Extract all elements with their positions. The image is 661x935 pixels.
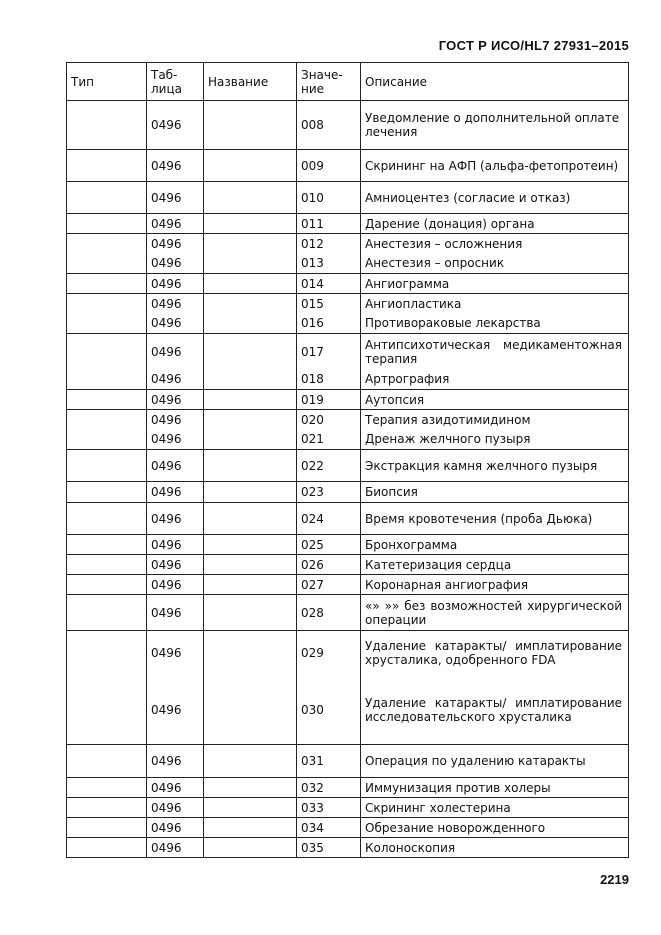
table-cell: 0496 — [147, 482, 204, 503]
value-cell: 020 — [297, 410, 361, 430]
name-cell — [204, 503, 297, 535]
value-cell: 011 — [297, 214, 361, 234]
table-cell: 0496 — [147, 274, 204, 294]
column-header-type: Тип — [67, 63, 147, 101]
type-cell — [67, 314, 147, 334]
description-cell: Ангиограмма — [361, 274, 629, 294]
description-cell: Операция по удалению катаракты — [361, 745, 629, 778]
description-cell: Аутопсия — [361, 390, 629, 410]
name-cell — [204, 234, 297, 254]
type-cell — [67, 676, 147, 745]
type-cell — [67, 575, 147, 595]
name-cell — [204, 818, 297, 838]
table-cell: 0496 — [147, 838, 204, 858]
table-row — [67, 182, 629, 214]
type-cell — [67, 150, 147, 182]
table-row — [67, 334, 629, 370]
name-cell — [204, 745, 297, 778]
table-row — [67, 555, 629, 575]
type-cell — [67, 214, 147, 234]
value-cell: 034 — [297, 818, 361, 838]
value-cell: 028 — [297, 595, 361, 631]
type-cell — [67, 370, 147, 390]
name-cell — [204, 778, 297, 798]
description-cell: Удаление катаракты/ имплатирование хрусталика, одобренного FDA — [361, 631, 629, 676]
description-cell: Экстракция камня желчного пузыря — [361, 450, 629, 482]
type-cell — [67, 182, 147, 214]
table-cell: 0496 — [147, 575, 204, 595]
name-cell — [204, 430, 297, 450]
value-cell: 008 — [297, 101, 361, 150]
description-cell: Бронхограмма — [361, 535, 629, 555]
value-cell: 025 — [297, 535, 361, 555]
table-cell: 0496 — [147, 778, 204, 798]
codes-table — [66, 62, 629, 858]
table-cell: 0496 — [147, 818, 204, 838]
description-cell: Анестезия – опросник — [361, 254, 629, 274]
description-cell: Скрининг холестерина — [361, 798, 629, 818]
table-cell: 0496 — [147, 450, 204, 482]
table-cell: 0496 — [147, 595, 204, 631]
table-row — [67, 214, 629, 234]
table-cell: 0496 — [147, 294, 204, 314]
type-cell — [67, 798, 147, 818]
description-cell: Иммунизация против холеры — [361, 778, 629, 798]
table-cell: 0496 — [147, 254, 204, 274]
value-cell: 018 — [297, 370, 361, 390]
table-cell: 0496 — [147, 370, 204, 390]
type-cell — [67, 274, 147, 294]
table-row — [67, 274, 629, 294]
description-cell: Коронарная ангиография — [361, 575, 629, 595]
type-cell — [67, 595, 147, 631]
name-cell — [204, 555, 297, 575]
value-cell: 027 — [297, 575, 361, 595]
value-cell: 033 — [297, 798, 361, 818]
value-cell: 035 — [297, 838, 361, 858]
description-cell: Анестезия – осложнения — [361, 234, 629, 254]
name-cell — [204, 182, 297, 214]
type-cell — [67, 818, 147, 838]
value-cell: 014 — [297, 274, 361, 294]
value-cell: 026 — [297, 555, 361, 575]
value-cell: 031 — [297, 745, 361, 778]
table-row — [67, 595, 629, 631]
name-cell — [204, 410, 297, 430]
table-cell: 0496 — [147, 798, 204, 818]
column-header-value: Значе- ние — [297, 63, 361, 101]
name-cell — [204, 314, 297, 334]
name-cell — [204, 482, 297, 503]
table-row — [67, 430, 629, 450]
name-cell — [204, 838, 297, 858]
value-cell: 021 — [297, 430, 361, 450]
table-row — [67, 798, 629, 818]
table-cell: 0496 — [147, 182, 204, 214]
table-cell: 0496 — [147, 314, 204, 334]
value-cell: 029 — [297, 631, 361, 676]
type-cell — [67, 101, 147, 150]
table-row — [67, 314, 629, 334]
name-cell — [204, 676, 297, 745]
name-cell — [204, 798, 297, 818]
table-cell: 0496 — [147, 555, 204, 575]
value-cell: 030 — [297, 676, 361, 745]
table-row — [67, 631, 629, 676]
type-cell — [67, 254, 147, 274]
table-row — [67, 410, 629, 430]
description-cell: Терапия азидотимидином — [361, 410, 629, 430]
table-row — [67, 234, 629, 254]
table-cell: 0496 — [147, 676, 204, 745]
table-cell: 0496 — [147, 150, 204, 182]
value-cell: 012 — [297, 234, 361, 254]
table-cell: 0496 — [147, 631, 204, 676]
type-cell — [67, 234, 147, 254]
value-cell: 032 — [297, 778, 361, 798]
name-cell — [204, 575, 297, 595]
type-cell — [67, 778, 147, 798]
value-cell: 013 — [297, 254, 361, 274]
type-cell — [67, 838, 147, 858]
type-cell — [67, 294, 147, 314]
name-cell — [204, 450, 297, 482]
table-cell: 0496 — [147, 430, 204, 450]
name-cell — [204, 150, 297, 182]
value-cell: 010 — [297, 182, 361, 214]
table-cell: 0496 — [147, 234, 204, 254]
type-cell — [67, 482, 147, 503]
table-cell: 0496 — [147, 214, 204, 234]
value-cell: 016 — [297, 314, 361, 334]
type-cell — [67, 631, 147, 676]
description-cell: Время кровотечения (проба Дьюка) — [361, 503, 629, 535]
type-cell — [67, 390, 147, 410]
table-row — [67, 676, 629, 745]
table-row — [67, 575, 629, 595]
value-cell: 024 — [297, 503, 361, 535]
value-cell: 015 — [297, 294, 361, 314]
table-row — [67, 370, 629, 390]
name-cell — [204, 535, 297, 555]
description-cell: Артрография — [361, 370, 629, 390]
description-cell: Уведомление о дополнительной оплате лечения — [361, 101, 629, 150]
name-cell — [204, 214, 297, 234]
description-cell: Катетеризация сердца — [361, 555, 629, 575]
table-cell: 0496 — [147, 410, 204, 430]
table-cell: 0496 — [147, 745, 204, 778]
value-cell: 019 — [297, 390, 361, 410]
name-cell — [204, 631, 297, 676]
table-row — [67, 818, 629, 838]
table-row — [67, 535, 629, 555]
name-cell — [204, 294, 297, 314]
value-cell: 022 — [297, 450, 361, 482]
description-cell: Дренаж желчного пузыря — [361, 430, 629, 450]
type-cell — [67, 430, 147, 450]
table-cell: 0496 — [147, 101, 204, 150]
column-header-description: Описание — [361, 63, 629, 101]
name-cell — [204, 370, 297, 390]
description-cell: Амниоцентез (согласие и отказ) — [361, 182, 629, 214]
description-cell: Дарение (донация) органа — [361, 214, 629, 234]
description-cell: Ангиопластика — [361, 294, 629, 314]
table-cell: 0496 — [147, 390, 204, 410]
table-row — [67, 254, 629, 274]
name-cell — [204, 595, 297, 631]
type-cell — [67, 334, 147, 370]
name-cell — [204, 334, 297, 370]
type-cell — [67, 450, 147, 482]
table-row — [67, 294, 629, 314]
column-header-name: Название — [204, 63, 297, 101]
description-cell: Биопсия — [361, 482, 629, 503]
table-row — [67, 390, 629, 410]
table-header-row — [67, 63, 629, 101]
description-cell: Антипсихотическая медикаментожная терапия — [361, 334, 629, 370]
document-code: ГОСТ Р ИСО/HL7 27931–2015 — [438, 38, 629, 53]
type-cell — [67, 745, 147, 778]
table-cell: 0496 — [147, 503, 204, 535]
table-row — [67, 150, 629, 182]
column-header-table: Таб- лица — [147, 63, 204, 101]
table-row — [67, 482, 629, 503]
description-cell: Обрезание новорожденного — [361, 818, 629, 838]
name-cell — [204, 390, 297, 410]
table-row — [67, 838, 629, 858]
table-cell: 0496 — [147, 334, 204, 370]
name-cell — [204, 274, 297, 294]
type-cell — [67, 410, 147, 430]
table-row — [67, 101, 629, 150]
table-row — [67, 745, 629, 778]
table-row — [67, 503, 629, 535]
type-cell — [67, 555, 147, 575]
name-cell — [204, 101, 297, 150]
description-cell: Колоноскопия — [361, 838, 629, 858]
table-row — [67, 778, 629, 798]
description-cell: Удаление катаракты/ имплатирование исследовательского хрусталика — [361, 676, 629, 745]
description-cell: Противораковые лекарства — [361, 314, 629, 334]
table-row — [67, 450, 629, 482]
value-cell: 023 — [297, 482, 361, 503]
description-cell: «» »» без возможностей хирургической операции — [361, 595, 629, 631]
name-cell — [204, 254, 297, 274]
table-cell: 0496 — [147, 535, 204, 555]
type-cell — [67, 503, 147, 535]
page-number: 2219 — [600, 872, 629, 887]
description-cell: Скрининг на АФП (альфа-фетопротеин) — [361, 150, 629, 182]
value-cell: 009 — [297, 150, 361, 182]
type-cell — [67, 535, 147, 555]
value-cell: 017 — [297, 334, 361, 370]
